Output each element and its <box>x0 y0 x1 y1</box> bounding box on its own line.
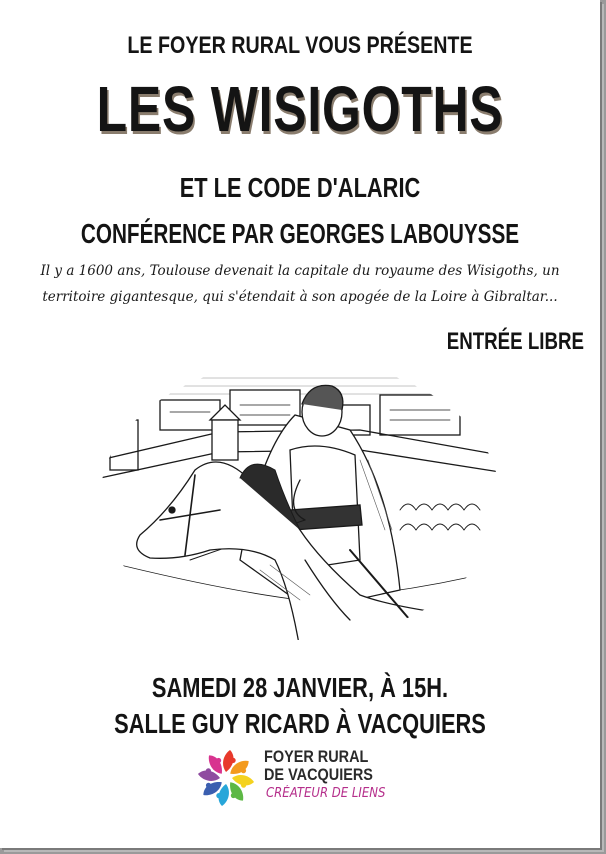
logo-dot <box>206 783 211 788</box>
event-venue: SALLE GUY RICARD À VACQUIERS <box>114 708 486 739</box>
logo-name <box>264 748 373 784</box>
event-date: SAMEDI 28 JANVIER, À 15H. <box>151 672 449 703</box>
speaker-line: CONFÉRENCE PAR GEORGES LABOUYSSE <box>80 218 520 249</box>
intro-text: Il y a 1600 ans, Toulouse devenait la capitale du royaume des Wisigoths, un territoire gigantesque, qui s'étendait à son apogée de la Loire à Gibraltar... <box>40 263 560 305</box>
logo-name-line1: FOYER RURAL <box>264 747 369 766</box>
poster-subtitle: ET LE CODE D'ALARIC <box>179 172 421 203</box>
logo-dot <box>241 783 246 788</box>
logo-name-line2: DE VACQUIERS <box>264 765 373 784</box>
logo-dot <box>216 793 221 798</box>
logo-dot <box>206 768 211 773</box>
horseman-city-illustration <box>100 360 500 650</box>
logo-dot <box>241 768 246 773</box>
free-entry-label: ENTRÉE LIBRE <box>446 328 584 355</box>
logo-tagline: CRÉATEUR DE LIENS <box>266 786 386 801</box>
presenter-line: LE FOYER RURAL VOUS PRÉSENTE <box>127 32 473 59</box>
logo-dot <box>231 793 236 798</box>
poster-title: LES WISIGOTHS <box>96 73 504 145</box>
foyer-rural-logo <box>196 744 416 814</box>
flower-logo-icon <box>196 748 256 808</box>
logo-dot <box>231 758 236 763</box>
logo-dot <box>216 758 221 763</box>
